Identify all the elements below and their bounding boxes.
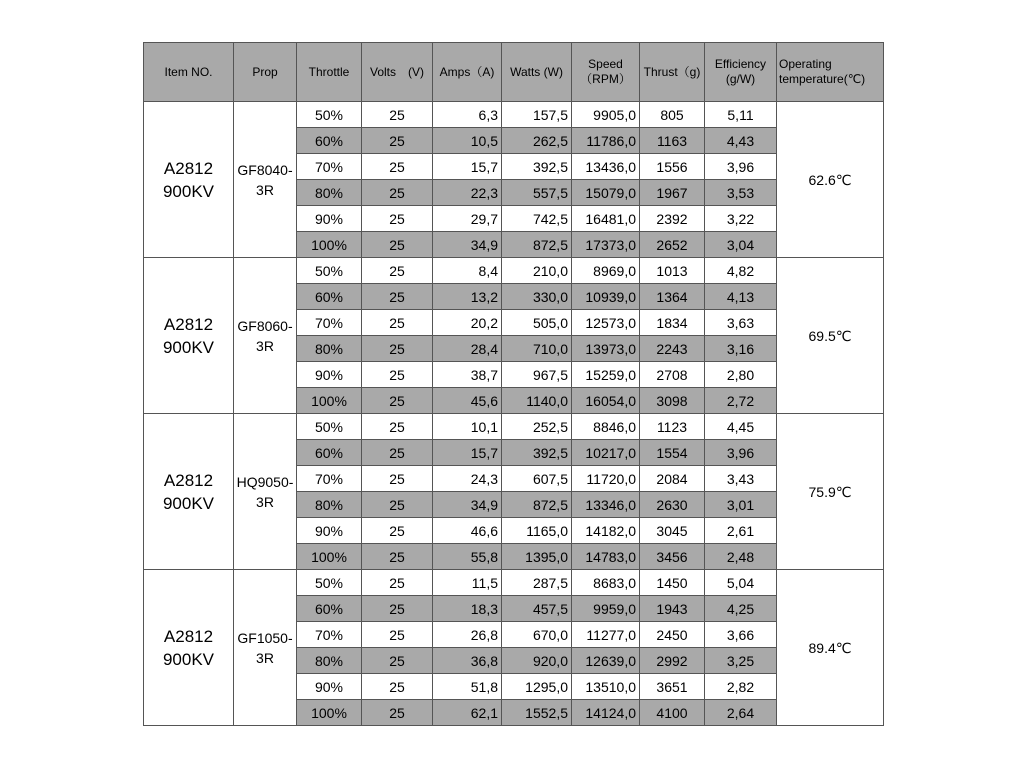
thrust-cell: 2652	[640, 232, 705, 258]
speed-cell: 10939,0	[572, 284, 640, 310]
watts-cell: 505,0	[502, 310, 572, 336]
operating-temperature-cell: 62.6℃	[777, 102, 884, 258]
amps-cell: 20,2	[433, 310, 502, 336]
volts-cell: 25	[362, 284, 433, 310]
watts-cell: 1165,0	[502, 518, 572, 544]
volts-cell: 25	[362, 414, 433, 440]
item-model: A2812	[163, 314, 214, 334]
efficiency-cell: 4,82	[705, 258, 777, 284]
volts-cell: 25	[362, 596, 433, 622]
watts-cell: 1552,5	[502, 700, 572, 726]
amps-cell: 10,1	[433, 414, 502, 440]
throttle-cell: 70%	[297, 466, 362, 492]
thrust-cell: 1163	[640, 128, 705, 154]
thrust-cell: 2243	[640, 336, 705, 362]
thrust-cell: 2392	[640, 206, 705, 232]
throttle-cell: 50%	[297, 258, 362, 284]
efficiency-cell: 3,25	[705, 648, 777, 674]
thrust-cell: 1364	[640, 284, 705, 310]
volts-cell: 25	[362, 128, 433, 154]
header-operating-label: Operating	[779, 57, 832, 71]
amps-cell: 13,2	[433, 284, 502, 310]
throttle-cell: 100%	[297, 232, 362, 258]
item-model: A2812	[163, 470, 214, 490]
item-no-cell	[144, 414, 234, 570]
throttle-cell: 70%	[297, 622, 362, 648]
volts-cell: 25	[362, 492, 433, 518]
throttle-cell: 90%	[297, 206, 362, 232]
header-speed	[572, 43, 640, 102]
watts-cell: 607,5	[502, 466, 572, 492]
thrust-cell: 3651	[640, 674, 705, 700]
watts-cell: 872,5	[502, 492, 572, 518]
speed-cell: 9905,0	[572, 102, 640, 128]
volts-cell: 25	[362, 466, 433, 492]
thrust-cell: 2708	[640, 362, 705, 388]
operating-temperature-cell: 69.5℃	[777, 258, 884, 414]
table-row	[144, 414, 884, 440]
volts-cell: 25	[362, 544, 433, 570]
operating-temperature-cell: 75.9℃	[777, 414, 884, 570]
throttle-cell: 80%	[297, 336, 362, 362]
header-volts: Volts (V)	[362, 43, 433, 102]
throttle-cell: 90%	[297, 362, 362, 388]
amps-cell: 11,5	[433, 570, 502, 596]
speed-cell: 16054,0	[572, 388, 640, 414]
amps-cell: 26,8	[433, 622, 502, 648]
throttle-cell: 90%	[297, 518, 362, 544]
volts-cell: 25	[362, 570, 433, 596]
efficiency-cell: 4,45	[705, 414, 777, 440]
watts-cell: 670,0	[502, 622, 572, 648]
efficiency-cell: 3,66	[705, 622, 777, 648]
watts-cell: 872,5	[502, 232, 572, 258]
volts-cell: 25	[362, 232, 433, 258]
thrust-cell: 2630	[640, 492, 705, 518]
amps-cell: 29,7	[433, 206, 502, 232]
motor-performance-table	[143, 42, 884, 726]
efficiency-cell: 4,25	[705, 596, 777, 622]
prop-cell: GF1050-3R	[234, 570, 297, 726]
efficiency-cell: 3,16	[705, 336, 777, 362]
speed-cell: 11786,0	[572, 128, 640, 154]
volts-cell: 25	[362, 648, 433, 674]
watts-cell: 1295,0	[502, 674, 572, 700]
watts-cell: 967,5	[502, 362, 572, 388]
throttle-cell: 60%	[297, 596, 362, 622]
watts-cell: 457,5	[502, 596, 572, 622]
volts-cell: 25	[362, 700, 433, 726]
throttle-cell: 80%	[297, 648, 362, 674]
thrust-cell: 3456	[640, 544, 705, 570]
speed-cell: 16481,0	[572, 206, 640, 232]
amps-cell: 15,7	[433, 440, 502, 466]
efficiency-cell: 2,72	[705, 388, 777, 414]
throttle-cell: 100%	[297, 700, 362, 726]
thrust-cell: 2084	[640, 466, 705, 492]
table-row	[144, 102, 884, 128]
efficiency-cell: 2,48	[705, 544, 777, 570]
speed-cell: 8846,0	[572, 414, 640, 440]
speed-cell: 12639,0	[572, 648, 640, 674]
throttle-cell: 60%	[297, 440, 362, 466]
speed-cell: 17373,0	[572, 232, 640, 258]
thrust-cell: 1943	[640, 596, 705, 622]
table-body	[144, 102, 884, 726]
thrust-cell: 1967	[640, 180, 705, 206]
header-watts: Watts (W)	[502, 43, 572, 102]
amps-cell: 55,8	[433, 544, 502, 570]
amps-cell: 15,7	[433, 154, 502, 180]
thrust-cell: 3045	[640, 518, 705, 544]
amps-cell: 10,5	[433, 128, 502, 154]
throttle-cell: 50%	[297, 570, 362, 596]
speed-cell: 13973,0	[572, 336, 640, 362]
table-row	[144, 258, 884, 284]
amps-cell: 8,4	[433, 258, 502, 284]
item-kv: 900KV	[162, 337, 215, 357]
amps-cell: 51,8	[433, 674, 502, 700]
speed-cell: 13346,0	[572, 492, 640, 518]
watts-cell: 742,5	[502, 206, 572, 232]
header-amps: Amps（A)	[433, 43, 502, 102]
header-efficiency-unit: (g/W)	[725, 72, 756, 86]
speed-cell: 9959,0	[572, 596, 640, 622]
watts-cell: 157,5	[502, 102, 572, 128]
speed-cell: 11720,0	[572, 466, 640, 492]
amps-cell: 6,3	[433, 102, 502, 128]
volts-cell: 25	[362, 362, 433, 388]
volts-cell: 25	[362, 154, 433, 180]
item-kv: 900KV	[162, 181, 215, 201]
amps-cell: 45,6	[433, 388, 502, 414]
speed-cell: 14182,0	[572, 518, 640, 544]
watts-cell: 330,0	[502, 284, 572, 310]
header-prop: Prop	[234, 43, 297, 102]
speed-cell: 11277,0	[572, 622, 640, 648]
thrust-cell: 1556	[640, 154, 705, 180]
amps-cell: 34,9	[433, 492, 502, 518]
efficiency-cell: 3,63	[705, 310, 777, 336]
efficiency-cell: 3,53	[705, 180, 777, 206]
volts-cell: 25	[362, 622, 433, 648]
item-no-cell	[144, 570, 234, 726]
thrust-cell: 4100	[640, 700, 705, 726]
item-model: A2812	[163, 626, 214, 646]
throttle-cell: 80%	[297, 180, 362, 206]
speed-cell: 14124,0	[572, 700, 640, 726]
amps-cell: 62,1	[433, 700, 502, 726]
volts-cell: 25	[362, 102, 433, 128]
header-throttle: Throttle	[297, 43, 362, 102]
speed-cell: 13436,0	[572, 154, 640, 180]
thrust-cell: 805	[640, 102, 705, 128]
efficiency-cell: 3,04	[705, 232, 777, 258]
volts-cell: 25	[362, 336, 433, 362]
item-kv: 900KV	[162, 493, 215, 513]
header-temperature-label: temperature(℃)	[779, 72, 866, 86]
speed-cell: 8969,0	[572, 258, 640, 284]
volts-cell: 25	[362, 518, 433, 544]
amps-cell: 28,4	[433, 336, 502, 362]
efficiency-cell: 2,82	[705, 674, 777, 700]
header-speed-unit: （RPM）	[580, 72, 631, 86]
thrust-cell: 1834	[640, 310, 705, 336]
efficiency-cell: 3,96	[705, 154, 777, 180]
amps-cell: 46,6	[433, 518, 502, 544]
throttle-cell: 80%	[297, 492, 362, 518]
prop-cell: GF8040-3R	[234, 102, 297, 258]
speed-cell: 15259,0	[572, 362, 640, 388]
efficiency-cell: 3,22	[705, 206, 777, 232]
thrust-cell: 1123	[640, 414, 705, 440]
speed-cell: 13510,0	[572, 674, 640, 700]
watts-cell: 262,5	[502, 128, 572, 154]
watts-cell: 252,5	[502, 414, 572, 440]
amps-cell: 38,7	[433, 362, 502, 388]
throttle-cell: 70%	[297, 154, 362, 180]
volts-cell: 25	[362, 310, 433, 336]
speed-cell: 8683,0	[572, 570, 640, 596]
speed-cell: 15079,0	[572, 180, 640, 206]
volts-cell: 25	[362, 258, 433, 284]
amps-cell: 34,9	[433, 232, 502, 258]
efficiency-cell: 5,04	[705, 570, 777, 596]
volts-cell: 25	[362, 674, 433, 700]
volts-cell: 25	[362, 180, 433, 206]
thrust-cell: 1450	[640, 570, 705, 596]
amps-cell: 36,8	[433, 648, 502, 674]
efficiency-cell: 2,80	[705, 362, 777, 388]
efficiency-cell: 5,11	[705, 102, 777, 128]
item-no-cell	[144, 102, 234, 258]
throttle-cell: 50%	[297, 414, 362, 440]
efficiency-cell: 4,43	[705, 128, 777, 154]
volts-cell: 25	[362, 206, 433, 232]
thrust-cell: 2450	[640, 622, 705, 648]
prop-cell: GF8060-3R	[234, 258, 297, 414]
throttle-cell: 60%	[297, 284, 362, 310]
efficiency-cell: 3,96	[705, 440, 777, 466]
operating-temperature-cell: 89.4℃	[777, 570, 884, 726]
throttle-cell: 70%	[297, 310, 362, 336]
speed-cell: 10217,0	[572, 440, 640, 466]
header-row	[144, 43, 884, 102]
amps-cell: 18,3	[433, 596, 502, 622]
watts-cell: 1395,0	[502, 544, 572, 570]
amps-cell: 24,3	[433, 466, 502, 492]
prop-cell: HQ9050-3R	[234, 414, 297, 570]
amps-cell: 22,3	[433, 180, 502, 206]
watts-cell: 557,5	[502, 180, 572, 206]
watts-cell: 710,0	[502, 336, 572, 362]
efficiency-cell: 3,01	[705, 492, 777, 518]
header-efficiency	[705, 43, 777, 102]
throttle-cell: 60%	[297, 128, 362, 154]
efficiency-cell: 4,13	[705, 284, 777, 310]
thrust-cell: 1013	[640, 258, 705, 284]
thrust-cell: 3098	[640, 388, 705, 414]
speed-cell: 14783,0	[572, 544, 640, 570]
throttle-cell: 50%	[297, 102, 362, 128]
volts-cell: 25	[362, 388, 433, 414]
efficiency-cell: 3,43	[705, 466, 777, 492]
throttle-cell: 100%	[297, 544, 362, 570]
thrust-cell: 2992	[640, 648, 705, 674]
watts-cell: 392,5	[502, 154, 572, 180]
header-speed-label: Speed	[588, 57, 623, 71]
watts-cell: 210,0	[502, 258, 572, 284]
throttle-cell: 90%	[297, 674, 362, 700]
watts-cell: 287,5	[502, 570, 572, 596]
header-item-no: Item NO.	[144, 43, 234, 102]
volts-cell: 25	[362, 440, 433, 466]
speed-cell: 12573,0	[572, 310, 640, 336]
watts-cell: 392,5	[502, 440, 572, 466]
header-thrust: Thrust（g)	[640, 43, 705, 102]
header-operating-temperature	[777, 43, 884, 102]
efficiency-cell: 2,64	[705, 700, 777, 726]
thrust-cell: 1554	[640, 440, 705, 466]
item-kv: 900KV	[162, 649, 215, 669]
item-model: A2812	[163, 158, 214, 178]
throttle-cell: 100%	[297, 388, 362, 414]
watts-cell: 920,0	[502, 648, 572, 674]
table-row	[144, 570, 884, 596]
efficiency-cell: 2,61	[705, 518, 777, 544]
header-efficiency-label: Efficiency	[714, 57, 767, 71]
item-no-cell	[144, 258, 234, 414]
watts-cell: 1140,0	[502, 388, 572, 414]
